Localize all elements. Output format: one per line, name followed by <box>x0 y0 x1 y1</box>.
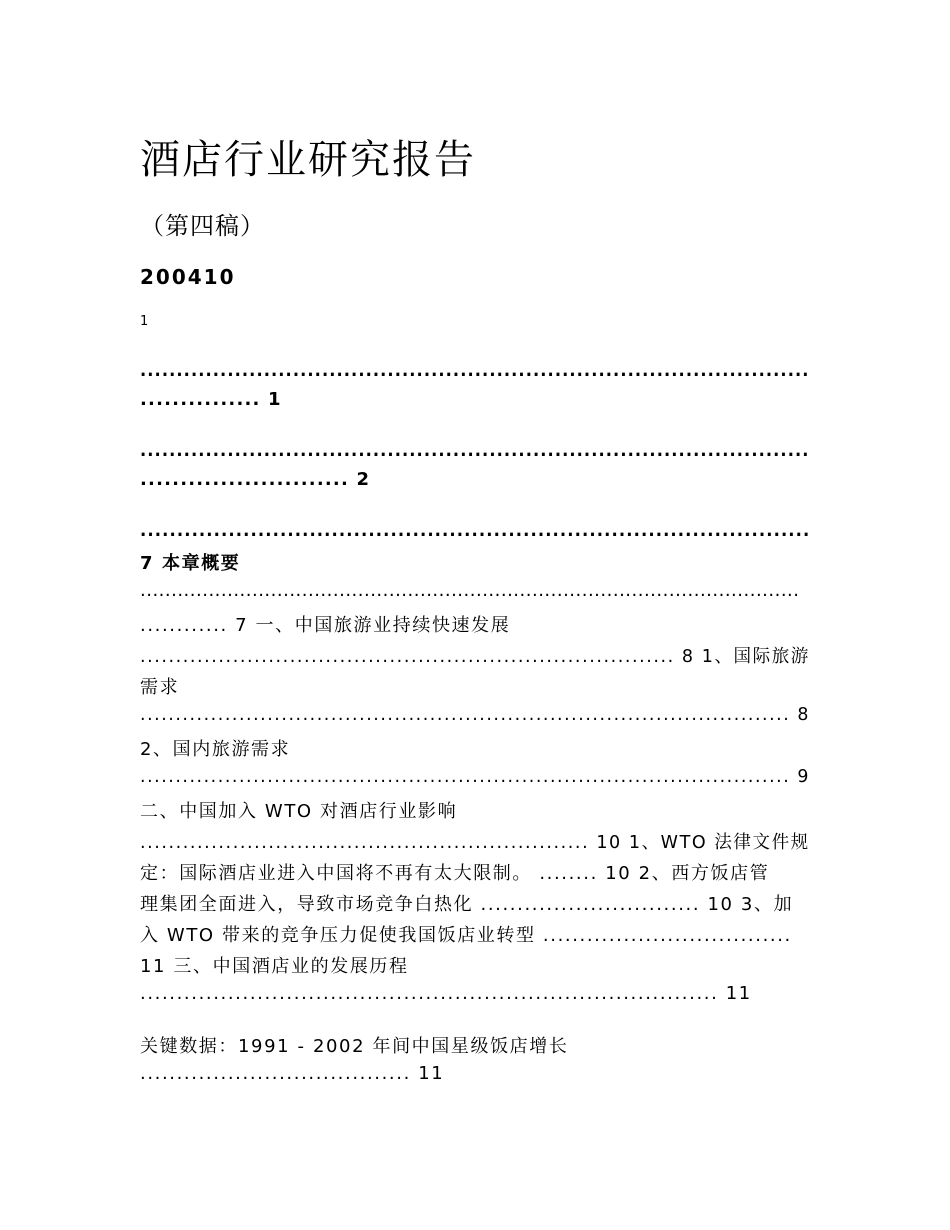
toc-line: .......................................................................................................... <box>140 580 800 601</box>
toc-line: .......................... 2 <box>140 469 371 490</box>
doc-subtitle: （第四稿） <box>140 212 265 240</box>
toc-line: 关键数据：1991 - 2002 年间中国星级饭店增长 <box>140 1036 569 1057</box>
page-number: 1 <box>140 314 149 329</box>
doc-date: 200410 <box>140 265 236 289</box>
toc-line: 理集团全面进入，导致市场竞争白热化 .............................. 10 3、加 <box>140 894 794 915</box>
toc-line: ............... 1 <box>140 389 282 410</box>
toc-line: ............................................................................................ 9 <box>140 766 810 787</box>
toc-line: ............................................................... 10 1、WTO 法律文件规 <box>140 832 810 853</box>
toc-line: 11 三、中国酒店业的发展历程 <box>140 956 409 977</box>
toc-line: ..................................... 11 <box>140 1063 445 1084</box>
toc-line: 7 本章概要 <box>140 553 241 574</box>
toc-line: ........................................................................... 8 1、国际旅游 <box>140 646 810 667</box>
toc-line: 二、中国加入 WTO 对酒店行业影响 <box>140 801 458 822</box>
toc-line: ............................................................................... 11 <box>140 983 752 1004</box>
toc-line: ........................................................................................... <box>140 520 811 541</box>
toc-line: ............................................................................................ 8 <box>140 704 810 725</box>
toc-line: ............ 7 一、中国旅游业持续快速发展 <box>140 615 511 636</box>
toc-line: 需求 <box>140 677 180 698</box>
toc-line: 入 WTO 带来的竞争压力促使我国饭店业转型 .................................. <box>140 925 792 946</box>
toc-line: 2、国内旅游需求 <box>140 739 291 760</box>
doc-title: 酒店行业研究报告 <box>140 137 476 183</box>
toc-line: ............................................................................................ <box>140 440 810 461</box>
toc-line: ............................................................................................ <box>140 360 810 381</box>
toc-line: 定：国际酒店业进入中国将不再有太大限制。 ........ 10 2、西方饭店管 <box>140 863 770 884</box>
